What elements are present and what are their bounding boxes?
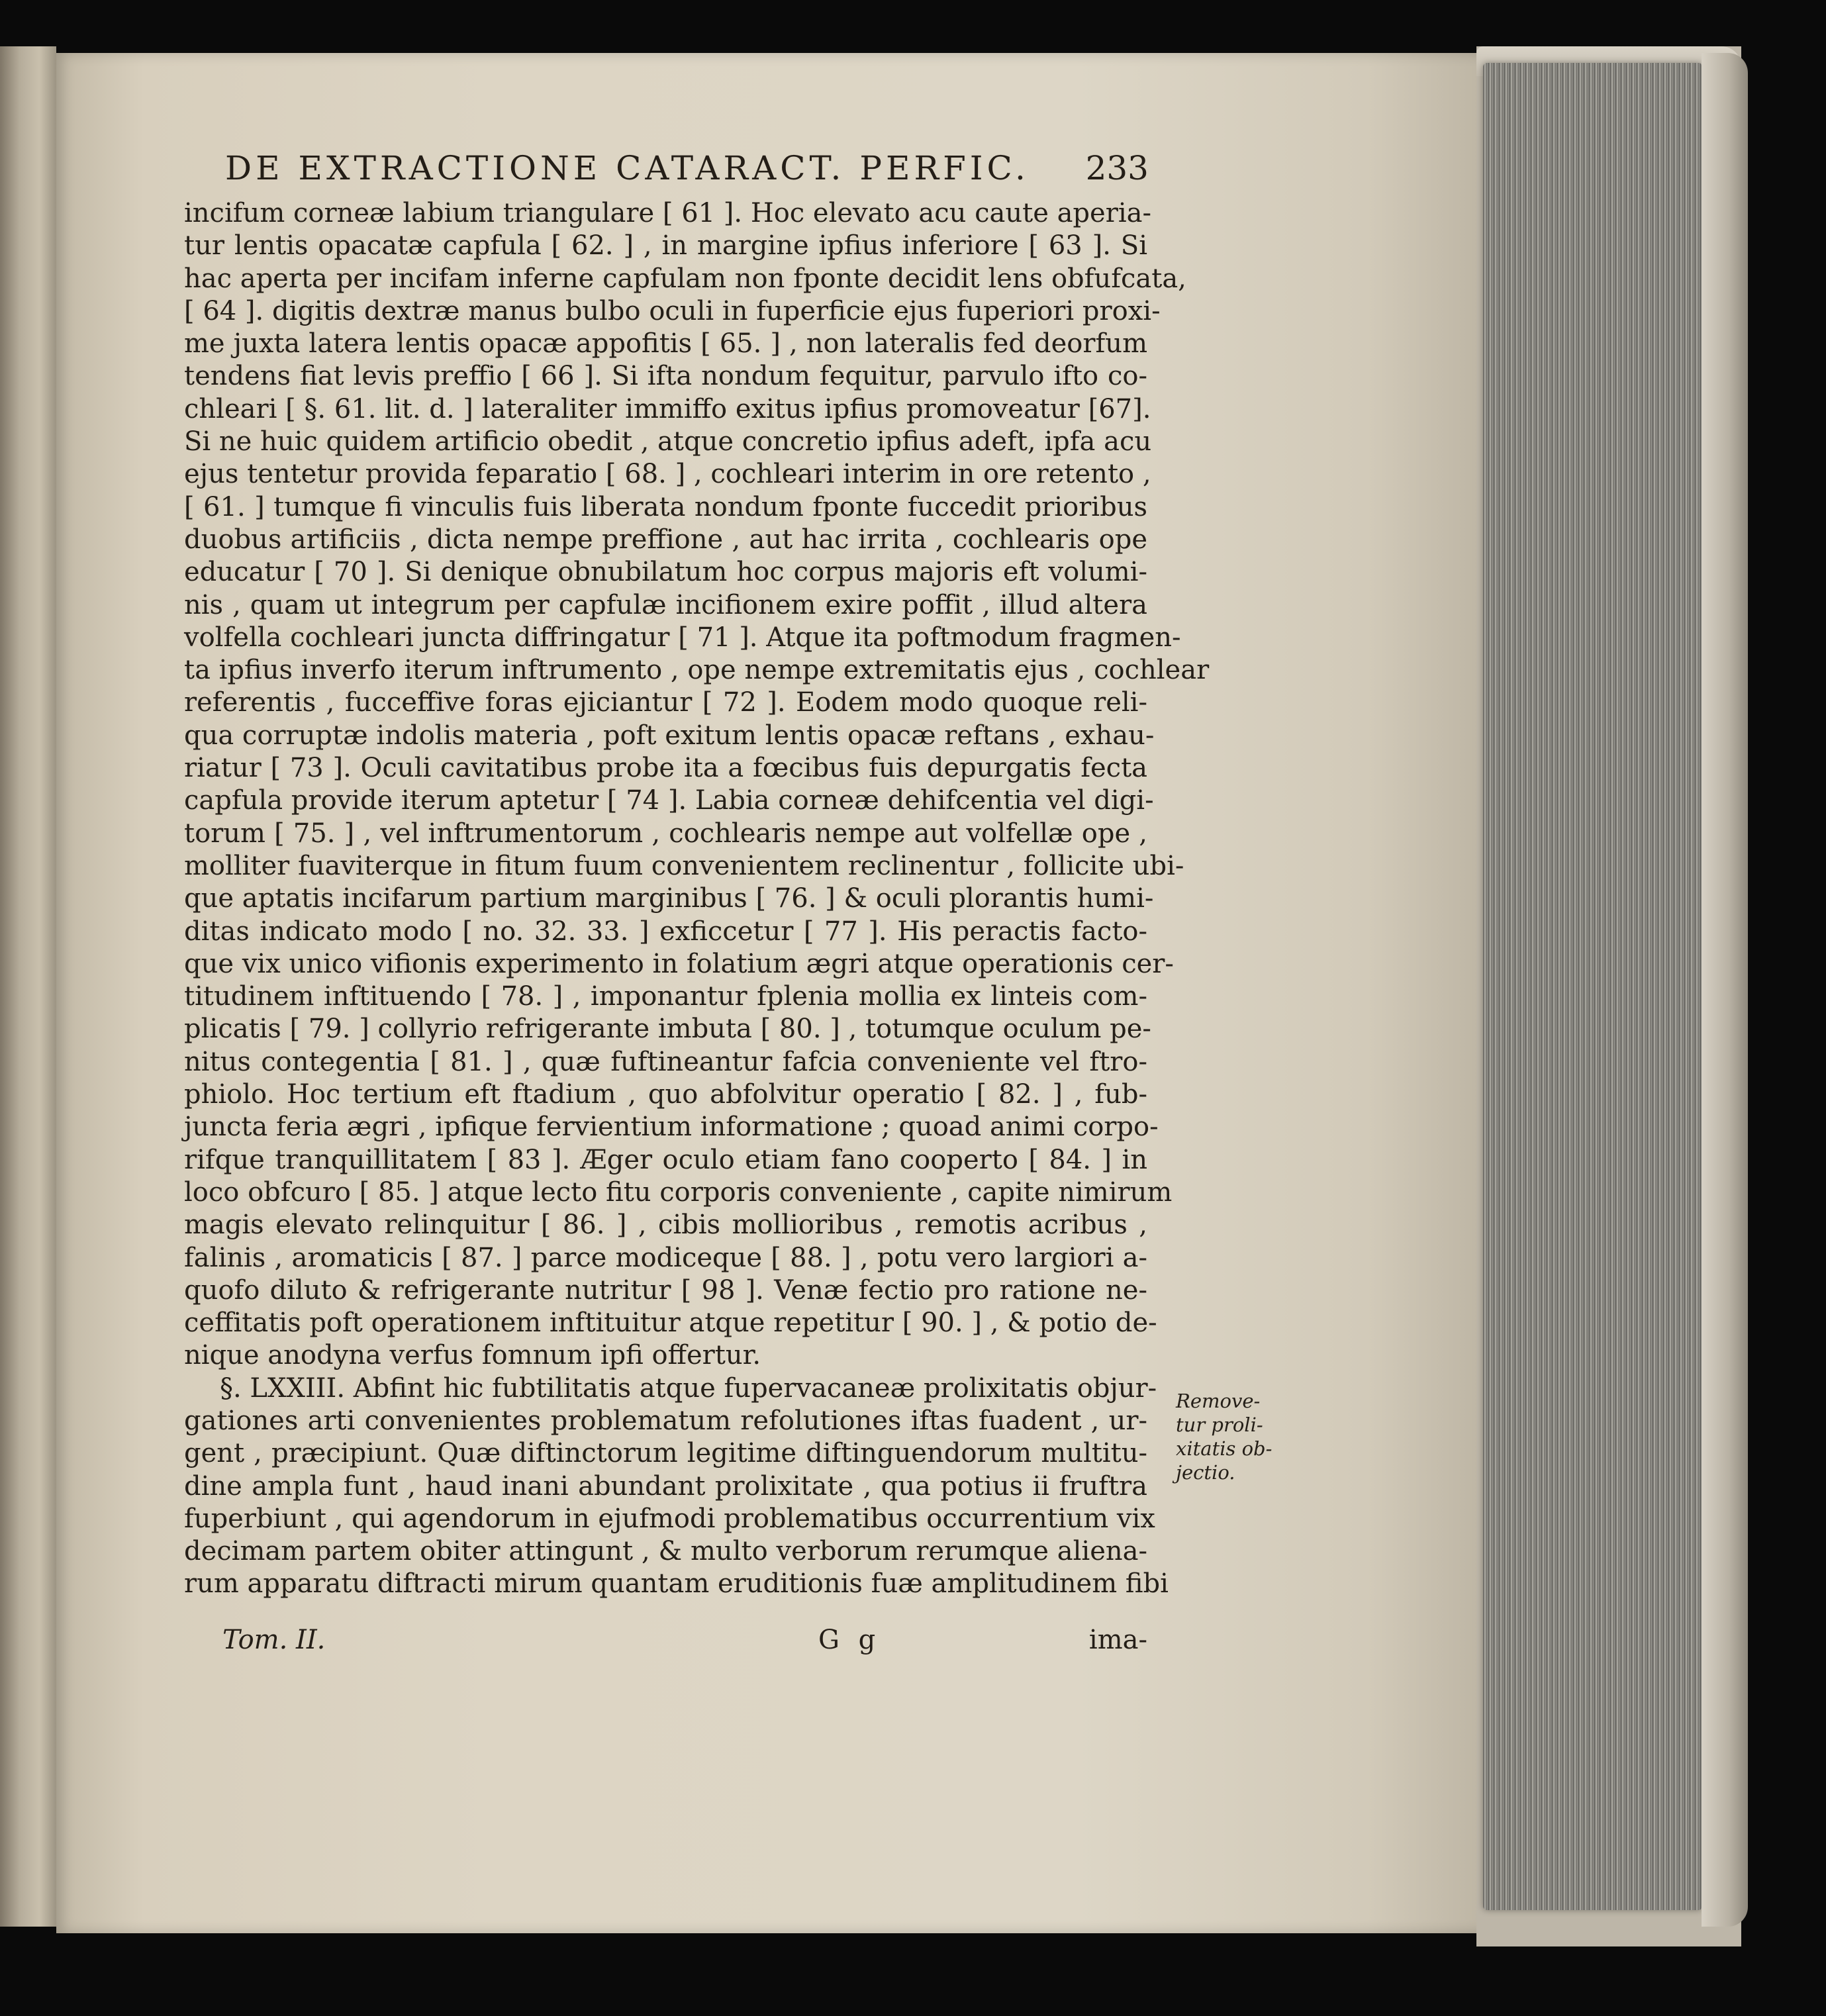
text-line: hac aperta per incifam inferne capfulam non fponte decidit lens obfufcata, xyxy=(184,263,1186,294)
text-line: torum [ 75. ] , vel inftrumentorum , cochlearis nempe aut volfellæ ope , xyxy=(184,818,1147,849)
text-line: rifque tranquillitatem [ 83 ]. Æger oculo etiam fano cooperto [ 84. ] in xyxy=(184,1144,1147,1175)
text-line: nitus contegentia [ 81. ] , quæ fuftineantur fafcia conveniente vel ftro- xyxy=(184,1046,1147,1077)
text-line: nique anodyna verfus fomnum ipfi offertur. xyxy=(184,1340,761,1371)
text-line: [ 61. ] tumque fi vinculis fuis liberata nondum fponte fuccedit prioribus xyxy=(184,491,1147,522)
catchword: ima- xyxy=(1088,1625,1147,1655)
text-line: que aptatis incifarum partium marginibus [ 76. ] & oculi plorantis humi- xyxy=(184,883,1154,914)
text-line: ditas indicato modo [ no. 32. 33. ] exficcetur [ 77 ]. His peractis facto- xyxy=(184,916,1147,947)
text-line: educatur [ 70 ]. Si denique obnubilatum hoc corpus majoris eft volumi- xyxy=(184,557,1147,588)
text-line: molliter fuaviterque in fitum fuum convenientem reclinentur , follicite ubi- xyxy=(184,850,1184,881)
text-line: [ 64 ]. digitis dextræ manus bulbo oculi in fuperficie ejus fuperiori proxi- xyxy=(184,295,1161,326)
text-line: tendens fiat levis preffio [ 66 ]. Si ifta nondum fequitur, parvulo ifto co- xyxy=(184,361,1147,392)
text-line: rum apparatu diftracti mirum quantam eruditionis fuæ amplitudinem fibi xyxy=(184,1568,1169,1600)
text-line: loco obfcuro [ 85. ] atque lecto fitu corporis conveniente , capite nimirum xyxy=(184,1176,1173,1208)
text-line: volfella cochleari juncta diffringatur [ 71 ]. Atque ita poftmodum fragmen- xyxy=(184,622,1181,653)
text-line: qua corruptæ indolis materia , poft exitum lentis opacæ reftans , exhau- xyxy=(184,720,1155,751)
text-line: incifum corneæ labium triangulare [ 61 ]. Hoc elevato acu caute aperia- xyxy=(184,198,1151,228)
text-line: nis , quam ut integrum per capfulæ incifionem exire poffit , illud altera xyxy=(184,589,1147,620)
text-line: dine ampla funt , haud inani abundant prolixitate , qua potius ii fruftra xyxy=(184,1470,1147,1502)
text-line: gent , præcipiunt. Quæ diftinctorum legitime diftinguendorum multitu- xyxy=(184,1438,1147,1469)
text-line: ta ipfius inverfo iterum inftrumento , ope nempe extremitatis ejus , cochlear xyxy=(184,655,1210,686)
text-line: fuperbiunt , qui agendorum in ejufmodi problematibus occurrentium vix xyxy=(184,1503,1155,1534)
text-line: duobus artificiis , dicta nempe preffione , aut hac irrita , cochlearis ope xyxy=(184,524,1147,555)
text-line: Si ne huic quidem artificio obedit , atque concretio ipfius adeft, ipfa acu xyxy=(184,426,1152,457)
text-line: quofo diluto & refrigerante nutritur [ 98 ]. Venæ fectio pro ratione ne- xyxy=(184,1274,1147,1306)
text-line: falinis , aromaticis [ 87. ] parce modiceque [ 88. ] , potu vero largiori a- xyxy=(184,1242,1147,1273)
text-line: phiolo. Hoc tertium eft ftadium , quo abfolvitur operatio [ 82. ] , fub- xyxy=(184,1079,1147,1110)
text-line: capfula provide iterum aptetur [ 74 ]. Labia corneæ dehifcentia vel digi- xyxy=(184,785,1154,816)
text-line: juncta feria ægri , ipfique fervientium informatione ; quoad animi corpo- xyxy=(184,1112,1159,1143)
text-line: chleari [ §. 61. lit. d. ] lateraliter immiffo exitus ipfius promoveatur [67]. xyxy=(184,393,1151,424)
text-line: plicatis [ 79. ] collyrio refrigerante imbuta [ 80. ] , totumque oculum pe- xyxy=(184,1014,1151,1045)
text-line: ceffitatis poft operationem inftituitur atque repetitur [ 90. ] , & potio de- xyxy=(184,1308,1157,1339)
text-line: riatur [ 73 ]. Oculi cavitatibus probe ita a fœcibus fuis depurgatis fecta xyxy=(184,753,1147,784)
running-title: DE EXTRACTIONE CATARACT. PERFIC. xyxy=(225,149,1030,187)
text-line: magis elevato relinquitur [ 86. ] , cibis mollioribus , remotis acribus , xyxy=(184,1210,1147,1241)
marginal-note-line: jectio. xyxy=(1176,1461,1235,1484)
volume-mark: Tom. II. xyxy=(222,1625,326,1655)
text-line: decimam partem obiter attingunt , & multo verborum rerumque aliena- xyxy=(184,1536,1147,1567)
text-line: titudinem inftituendo [ 78. ] , imponantur fplenia mollia ex linteis com- xyxy=(184,981,1147,1012)
page-number: 233 xyxy=(1085,149,1149,187)
text-line: ejus tentetur provida feparatio [ 68. ] , cochleari interim in ore retento , xyxy=(184,459,1151,490)
text-line: gationes arti convenientes problematum refolutiones iftas fuadent , ur- xyxy=(184,1405,1147,1436)
text-line: que vix unico vifionis experimento in folatium ægri atque operationis cer- xyxy=(184,948,1174,979)
text-line: referentis , fucceffive foras ejiciantur [ 72 ]. Eodem modo quoque reli- xyxy=(184,687,1147,718)
marginal-note-line: Remove- xyxy=(1176,1390,1261,1412)
marginal-note-line: xitatis ob- xyxy=(1176,1437,1273,1460)
page-footer xyxy=(222,1625,1147,1658)
marginal-note xyxy=(1176,1389,1275,1484)
text-line: §. LXXIII. Abfint hic fubtilitatis atque fupervacaneæ prolixitatis objur- xyxy=(220,1372,1157,1404)
text-line: tur lentis opacatæ capfula [ 62. ] , in margine ipfius inferiore [ 63 ]. Si xyxy=(184,230,1147,262)
text-line: me juxta latera lentis opacæ appofitis [ 65. ] , non lateralis fed deorfum xyxy=(184,328,1147,360)
marginal-note-line: tur proli- xyxy=(1176,1414,1263,1436)
signature-mark: G g xyxy=(818,1625,881,1655)
